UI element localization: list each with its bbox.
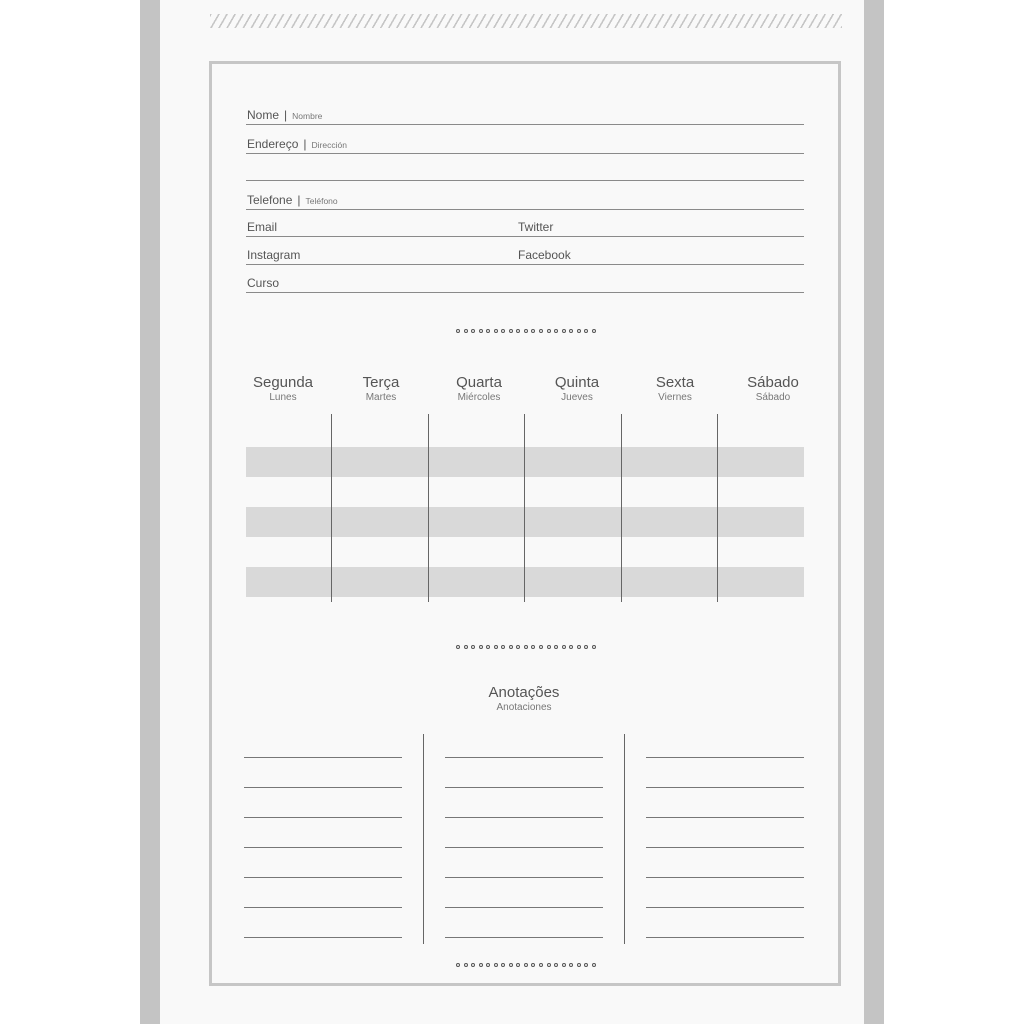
notes-column-divider bbox=[624, 734, 625, 944]
day-subname: Miércoles bbox=[457, 392, 501, 403]
note-line[interactable] bbox=[646, 817, 804, 818]
twitter-label: Twitter bbox=[518, 220, 554, 234]
name-label bbox=[247, 108, 322, 122]
day-subname: Viernes bbox=[658, 392, 692, 403]
divider-dot bbox=[531, 329, 535, 333]
divider-dot bbox=[516, 963, 520, 967]
note-line[interactable] bbox=[646, 757, 804, 758]
note-line[interactable] bbox=[646, 907, 804, 908]
divider-dot bbox=[516, 645, 520, 649]
divider-dot bbox=[577, 963, 581, 967]
divider-dot bbox=[592, 645, 596, 649]
name-separator: | bbox=[284, 108, 288, 122]
divider-dot bbox=[577, 645, 581, 649]
divider-dot bbox=[554, 645, 558, 649]
notes-title: Anotações bbox=[488, 684, 560, 701]
divider-dot bbox=[464, 645, 468, 649]
note-line[interactable] bbox=[646, 877, 804, 878]
note-line[interactable] bbox=[646, 847, 804, 848]
dot-divider-1 bbox=[456, 329, 596, 337]
note-line[interactable] bbox=[244, 847, 402, 848]
divider-dot bbox=[479, 645, 483, 649]
schedule-column-divider bbox=[524, 414, 525, 602]
divider-dot bbox=[456, 645, 460, 649]
divider-dot bbox=[554, 329, 558, 333]
dot-divider-2 bbox=[456, 645, 596, 653]
divider-dot bbox=[547, 329, 551, 333]
divider-dot bbox=[531, 645, 535, 649]
divider-dot bbox=[509, 963, 513, 967]
note-line[interactable] bbox=[244, 877, 402, 878]
phone-label bbox=[247, 193, 338, 207]
divider-dot bbox=[547, 645, 551, 649]
address-label bbox=[247, 137, 347, 151]
schedule-band bbox=[246, 447, 804, 477]
divider-dot bbox=[494, 329, 498, 333]
divider-dot bbox=[501, 645, 505, 649]
divider-dot bbox=[592, 329, 596, 333]
course-label: Curso bbox=[247, 276, 280, 290]
note-line[interactable] bbox=[445, 847, 603, 848]
note-line[interactable] bbox=[646, 937, 804, 938]
phone-separator: | bbox=[297, 193, 301, 207]
address-field[interactable] bbox=[246, 131, 804, 154]
divider-dot bbox=[501, 963, 505, 967]
address-sublabel: Dirección bbox=[311, 140, 347, 150]
divider-dot bbox=[569, 645, 573, 649]
address-label-text: Endereço bbox=[247, 137, 299, 151]
note-line[interactable] bbox=[445, 937, 603, 938]
day-subname: Jueves bbox=[561, 392, 593, 403]
divider-dot bbox=[509, 329, 513, 333]
name-field[interactable] bbox=[246, 102, 804, 125]
divider-dot bbox=[524, 329, 528, 333]
phone-sublabel: Teléfono bbox=[305, 196, 338, 206]
day-name: Quarta bbox=[456, 374, 502, 391]
notes-heading bbox=[424, 684, 624, 714]
divider-dot bbox=[539, 329, 543, 333]
note-line[interactable] bbox=[445, 757, 603, 758]
divider-dot bbox=[464, 329, 468, 333]
divider-dot bbox=[464, 963, 468, 967]
note-line[interactable] bbox=[445, 787, 603, 788]
divider-dot bbox=[509, 645, 513, 649]
note-line[interactable] bbox=[244, 757, 402, 758]
day-header bbox=[725, 374, 821, 404]
divider-dot bbox=[486, 645, 490, 649]
divider-dot bbox=[471, 645, 475, 649]
schedule-column-divider bbox=[621, 414, 622, 602]
divider-dot bbox=[584, 645, 588, 649]
day-name: Quinta bbox=[554, 374, 600, 391]
name-label-text: Nome bbox=[247, 108, 280, 122]
schedule-column-divider bbox=[717, 414, 718, 602]
divider-dot bbox=[569, 963, 573, 967]
divider-dot bbox=[479, 329, 483, 333]
divider-dot bbox=[584, 329, 588, 333]
divider-dot bbox=[524, 645, 528, 649]
divider-dot bbox=[471, 329, 475, 333]
note-line[interactable] bbox=[445, 877, 603, 878]
notes-column-divider bbox=[423, 734, 424, 944]
divider-dot bbox=[562, 645, 566, 649]
day-name: Segunda bbox=[252, 374, 314, 391]
phone-field[interactable] bbox=[246, 187, 804, 210]
decorative-hatch-strip bbox=[210, 14, 842, 28]
note-line[interactable] bbox=[646, 787, 804, 788]
divider-dot bbox=[479, 963, 483, 967]
address-separator: | bbox=[303, 137, 307, 151]
note-line[interactable] bbox=[244, 907, 402, 908]
day-subname: Lunes bbox=[269, 392, 297, 403]
note-line[interactable] bbox=[244, 817, 402, 818]
divider-dot bbox=[539, 963, 543, 967]
address-line-2[interactable] bbox=[246, 158, 804, 181]
name-sublabel: Nombre bbox=[292, 111, 323, 121]
day-header bbox=[627, 374, 723, 404]
divider-dot bbox=[516, 329, 520, 333]
divider-dot bbox=[494, 963, 498, 967]
divider-dot bbox=[494, 645, 498, 649]
day-name: Sexta bbox=[655, 374, 695, 391]
day-header bbox=[529, 374, 625, 404]
divider-dot bbox=[584, 963, 588, 967]
day-header bbox=[333, 374, 429, 404]
divider-dot bbox=[569, 329, 573, 333]
divider-dot bbox=[577, 329, 581, 333]
divider-dot bbox=[539, 645, 543, 649]
divider-dot bbox=[531, 963, 535, 967]
divider-dot bbox=[554, 963, 558, 967]
divider-dot bbox=[456, 329, 460, 333]
note-line[interactable] bbox=[244, 787, 402, 788]
day-subname: Martes bbox=[365, 392, 397, 403]
email-label: Email bbox=[247, 220, 278, 234]
divider-dot bbox=[471, 963, 475, 967]
day-name: Sábado bbox=[747, 374, 799, 391]
email-twitter-row[interactable] bbox=[246, 214, 804, 237]
notes-subtitle: Anotaciones bbox=[496, 702, 552, 713]
course-field[interactable] bbox=[246, 270, 804, 293]
divider-dot bbox=[501, 329, 505, 333]
schedule-band bbox=[246, 567, 804, 597]
schedule-band bbox=[246, 507, 804, 537]
divider-dot bbox=[456, 963, 460, 967]
schedule-column-divider bbox=[331, 414, 332, 602]
divider-dot bbox=[547, 963, 551, 967]
divider-dot bbox=[524, 963, 528, 967]
note-line[interactable] bbox=[244, 937, 402, 938]
day-header bbox=[235, 374, 331, 404]
instagram-label: Instagram bbox=[247, 248, 301, 262]
divider-dot bbox=[486, 963, 490, 967]
phone-label-text: Telefone bbox=[247, 193, 293, 207]
note-line[interactable] bbox=[445, 817, 603, 818]
divider-dot bbox=[562, 963, 566, 967]
divider-dot bbox=[592, 963, 596, 967]
instagram-facebook-row[interactable] bbox=[246, 242, 804, 265]
facebook-label: Facebook bbox=[518, 248, 571, 262]
day-subname: Sábado bbox=[755, 392, 791, 403]
day-header bbox=[431, 374, 527, 404]
schedule-column-divider bbox=[428, 414, 429, 602]
divider-dot bbox=[486, 329, 490, 333]
dot-divider-3 bbox=[456, 963, 596, 971]
divider-dot bbox=[562, 329, 566, 333]
note-line[interactable] bbox=[445, 907, 603, 908]
day-name: Terça bbox=[362, 374, 400, 391]
